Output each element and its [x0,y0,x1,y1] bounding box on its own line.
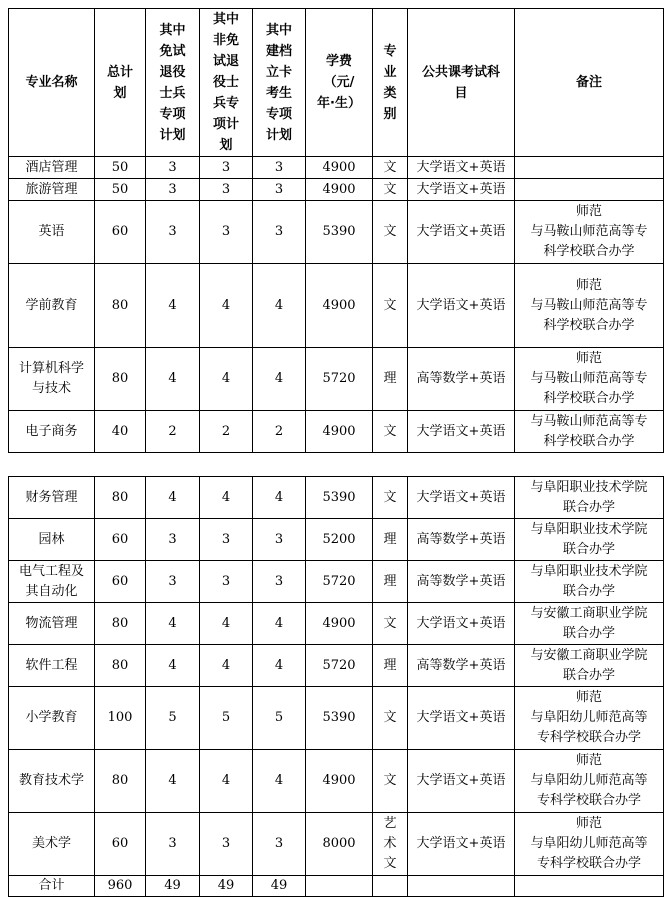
major-name-cell: 美术学 [9,813,95,876]
major-name-cell: 物流管理 [9,603,95,645]
major-name-cell: 合计 [9,876,95,897]
veteran-nonexempt-cell: 3 [200,179,253,201]
table-row [9,876,664,897]
veteran-exempt-cell: 3 [146,519,200,561]
veteran-exempt-cell: 3 [146,201,200,264]
poverty-plan-cell: 4 [253,477,306,519]
tuition-cell: 5720 [306,561,373,603]
major-type-cell: 文 [373,603,408,645]
tuition-cell: 5390 [306,687,373,750]
veteran-nonexempt-cell: 5 [200,687,253,750]
tuition-cell: 4900 [306,411,373,453]
exam-subjects-cell: 大学语文+英语 [408,477,515,519]
major-type-cell: 理 [373,519,408,561]
major-name-cell: 学前教育 [9,264,95,348]
poverty-plan-cell: 4 [253,750,306,813]
tuition-cell: 5390 [306,201,373,264]
veteran-nonexempt-cell: 49 [200,876,253,897]
veteran-exempt-cell: 3 [146,561,200,603]
major-type-cell [373,876,408,897]
major-type-cell: 艺 术 文 [373,813,408,876]
major-name-cell: 旅游管理 [9,179,95,201]
veteran-exempt-cell: 3 [146,179,200,201]
notes-cell: 师范 与阜阳幼儿师范高等 专科学校联合办学 [515,813,664,876]
major-type-cell: 文 [373,157,408,179]
major-name-cell: 软件工程 [9,645,95,687]
veteran-exempt-cell: 3 [146,813,200,876]
table-row [9,561,664,603]
major-type-cell: 理 [373,561,408,603]
tuition-cell: 8000 [306,813,373,876]
exam-subjects-cell: 高等数学+英语 [408,645,515,687]
total-plan-cell: 40 [95,411,146,453]
poverty-plan-cell: 2 [253,411,306,453]
exam-subjects-cell: 大学语文+英语 [408,603,515,645]
notes-cell: 师范 与阜阳幼儿师范高等 专科学校联合办学 [515,687,664,750]
notes-cell: 师范 与马鞍山师范高等专 科学校联合办学 [515,348,664,411]
table-row [9,477,664,519]
major-name-cell: 小学教育 [9,687,95,750]
notes-cell: 师范 与马鞍山师范高等专 科学校联合办学 [515,264,664,348]
total-plan-cell: 50 [95,157,146,179]
poverty-plan-cell: 3 [253,813,306,876]
major-name-cell: 酒店管理 [9,157,95,179]
poverty-plan-cell: 4 [253,645,306,687]
table-row [9,603,664,645]
poverty-plan-cell: 3 [253,157,306,179]
poverty-plan-cell: 49 [253,876,306,897]
tuition-cell: 5200 [306,519,373,561]
total-plan-cell: 80 [95,645,146,687]
exam-subjects-cell: 大学语文+英语 [408,179,515,201]
total-plan-cell: 60 [95,813,146,876]
notes-cell [515,179,664,201]
exam-subjects-cell: 大学语文+英语 [408,264,515,348]
veteran-nonexempt-cell: 4 [200,264,253,348]
exam-subjects-cell: 大学语文+英语 [408,687,515,750]
veteran-nonexempt-cell: 4 [200,645,253,687]
poverty-plan-cell: 4 [253,264,306,348]
veteran-nonexempt-cell: 3 [200,157,253,179]
tuition-cell: 5720 [306,348,373,411]
table-row [9,348,664,411]
enrollment-table-part2 [8,476,664,897]
major-type-cell: 文 [373,201,408,264]
notes-cell: 与阜阳职业技术学院 联合办学 [515,477,664,519]
major-name-cell: 计算机科学 与技术 [9,348,95,411]
exam-subjects-cell: 大学语文+英语 [408,411,515,453]
table-row [9,411,664,453]
notes-cell: 与安徽工商职业学院 联合办学 [515,645,664,687]
veteran-exempt-cell: 4 [146,348,200,411]
major-name-cell: 财务管理 [9,477,95,519]
tuition-cell: 4900 [306,750,373,813]
total-plan-cell: 80 [95,750,146,813]
poverty-plan-cell: 4 [253,603,306,645]
major-type-cell: 文 [373,411,408,453]
exam-subjects-cell: 高等数学+英语 [408,519,515,561]
exam-subjects-cell: 高等数学+英语 [408,561,515,603]
major-type-cell: 文 [373,264,408,348]
major-name-cell: 教育技术学 [9,750,95,813]
table-row [9,687,664,750]
total-plan-cell: 80 [95,603,146,645]
major-type-cell: 文 [373,750,408,813]
veteran-exempt-cell: 4 [146,750,200,813]
header-notes: 备注 [515,9,664,157]
total-plan-cell: 80 [95,264,146,348]
veteran-exempt-cell: 4 [146,603,200,645]
table-row [9,264,664,348]
exam-subjects-cell: 大学语文+英语 [408,157,515,179]
veteran-nonexempt-cell: 3 [200,813,253,876]
table-row [9,179,664,201]
major-type-cell: 文 [373,179,408,201]
tuition-cell: 4900 [306,157,373,179]
veteran-exempt-cell: 3 [146,157,200,179]
tuition-cell: 4900 [306,603,373,645]
total-plan-cell: 50 [95,179,146,201]
veteran-nonexempt-cell: 4 [200,603,253,645]
header-exam-subjects: 公共课考试科 目 [408,9,515,157]
poverty-plan-cell: 3 [253,519,306,561]
header-major-type: 专 业 类 别 [373,9,408,157]
tuition-cell: 5720 [306,645,373,687]
poverty-plan-cell: 4 [253,348,306,411]
poverty-plan-cell: 3 [253,561,306,603]
tuition-cell: 4900 [306,179,373,201]
total-plan-cell: 100 [95,687,146,750]
veteran-nonexempt-cell: 3 [200,201,253,264]
poverty-plan-cell: 3 [253,179,306,201]
veteran-exempt-cell: 5 [146,687,200,750]
header-tuition: 学费 （元/ 年·生） [306,9,373,157]
major-name-cell: 英语 [9,201,95,264]
notes-cell: 与安徽工商职业学院 联合办学 [515,603,664,645]
veteran-nonexempt-cell: 2 [200,411,253,453]
table-row [9,519,664,561]
major-type-cell: 理 [373,645,408,687]
major-type-cell: 文 [373,687,408,750]
total-plan-cell: 60 [95,519,146,561]
veteran-nonexempt-cell: 4 [200,477,253,519]
poverty-plan-cell: 5 [253,687,306,750]
table-row [9,157,664,179]
notes-cell [515,157,664,179]
header-row [9,9,664,157]
major-type-cell: 理 [373,348,408,411]
major-name-cell: 电子商务 [9,411,95,453]
tuition-cell: 5390 [306,477,373,519]
veteran-exempt-cell: 49 [146,876,200,897]
total-plan-cell: 80 [95,348,146,411]
notes-cell: 师范 与阜阳幼儿师范高等 专科学校联合办学 [515,750,664,813]
total-plan-cell: 60 [95,561,146,603]
veteran-nonexempt-cell: 3 [200,519,253,561]
veteran-exempt-cell: 4 [146,264,200,348]
enrollment-table-part1 [8,8,664,453]
exam-subjects-cell: 大学语文+英语 [408,750,515,813]
major-type-cell: 文 [373,477,408,519]
poverty-plan-cell: 3 [253,201,306,264]
header-major-name: 专业名称 [9,9,95,157]
veteran-nonexempt-cell: 4 [200,348,253,411]
header-total-plan: 总计 划 [95,9,146,157]
exam-subjects-cell: 高等数学+英语 [408,348,515,411]
total-plan-cell: 60 [95,201,146,264]
header-poverty-plan: 其中 建档 立卡 考生 专项 计划 [253,9,306,157]
header-veteran-exempt-plan: 其中 免试 退役 士兵 专项 计划 [146,9,200,157]
exam-subjects-cell [408,876,515,897]
exam-subjects-cell: 大学语文+英语 [408,201,515,264]
total-plan-cell: 80 [95,477,146,519]
tuition-cell [306,876,373,897]
exam-subjects-cell: 大学语文+英语 [408,813,515,876]
table-row [9,750,664,813]
veteran-nonexempt-cell: 3 [200,561,253,603]
header-veteran-nonexempt-plan: 其中 非免 试退 役士 兵专 项计 划 [200,9,253,157]
total-plan-cell: 960 [95,876,146,897]
notes-cell: 与马鞍山师范高等专 科学校联合办学 [515,411,664,453]
table-row [9,201,664,264]
notes-cell: 与阜阳职业技术学院 联合办学 [515,519,664,561]
major-name-cell: 园林 [9,519,95,561]
table-row [9,813,664,876]
major-name-cell: 电气工程及 其自动化 [9,561,95,603]
notes-cell: 师范 与马鞍山师范高等专 科学校联合办学 [515,201,664,264]
tuition-cell: 4900 [306,264,373,348]
table-row [9,645,664,687]
veteran-nonexempt-cell: 4 [200,750,253,813]
veteran-exempt-cell: 4 [146,645,200,687]
notes-cell: 与阜阳职业技术学院 联合办学 [515,561,664,603]
veteran-exempt-cell: 2 [146,411,200,453]
notes-cell [515,876,664,897]
veteran-exempt-cell: 4 [146,477,200,519]
